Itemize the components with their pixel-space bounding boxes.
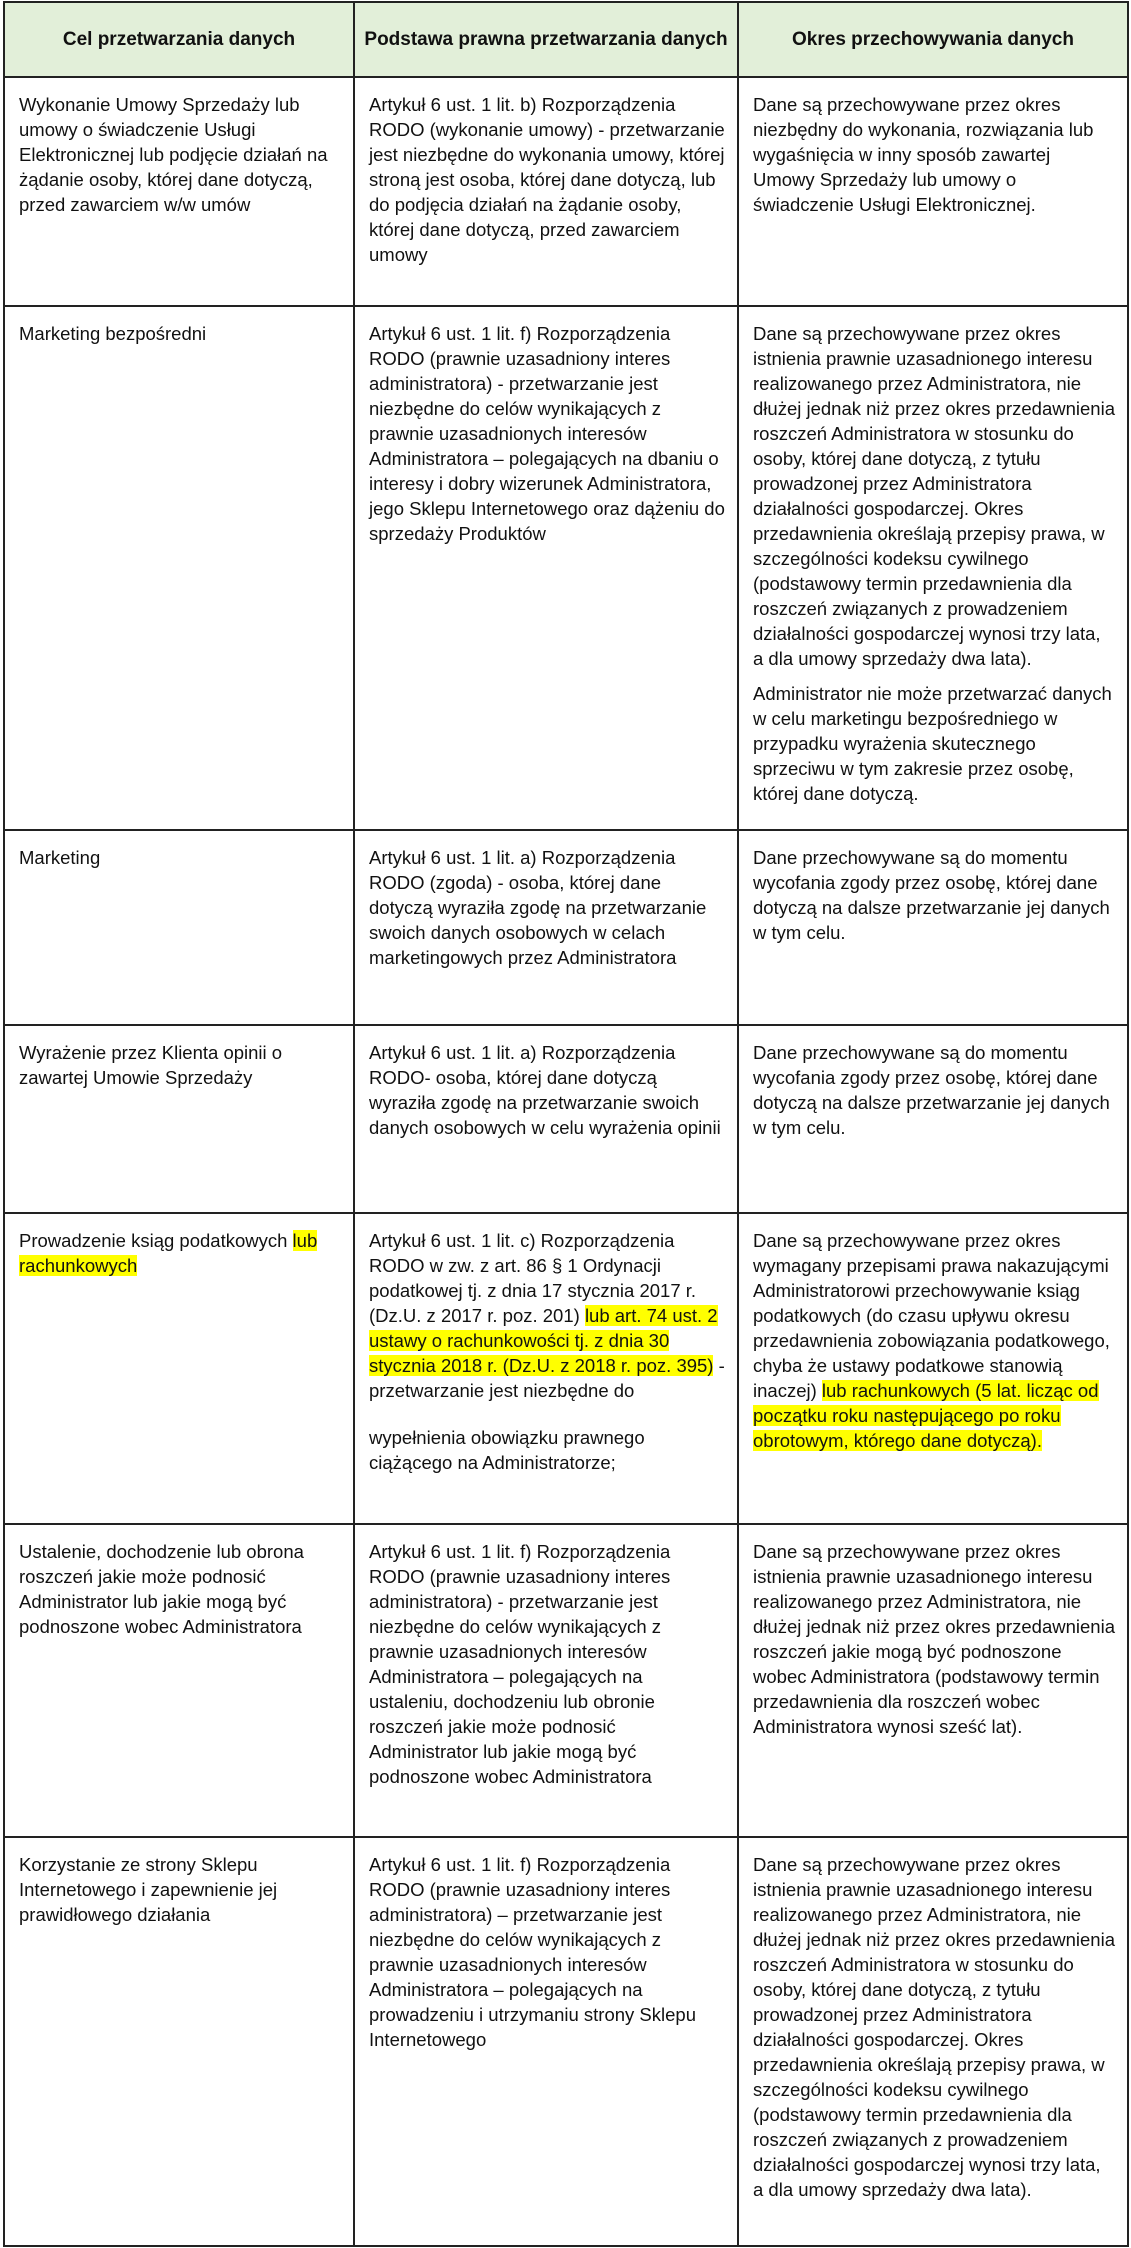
retention-objection-paragraph: Administrator nie może przetwarzać danych w celu marketingu bezpośredniego w przypadku wyrażenia skutecznego sprzeciwu w tym zakresie przez osobę, której dane dotyczą.: [753, 683, 1112, 804]
cell-retention: Dane przechowywane są do momentu wycofania zgody przez osobę, której dane dotyczą na dalsze przetwarzanie jej danych w tym celu.: [738, 830, 1128, 1025]
cell-legal-basis: Artykuł 6 ust. 1 lit. f) Rozporządzenia RODO (prawnie uzasadniony interes administratora) – przetwarzanie jest niezbędne do celów wynikających z prawnie uzasadnionych interesów Administratora – polegających na prowadzeniu i utrzymaniu strony Sklepu Internetowego: [354, 1837, 738, 2246]
highlighted-text: lub rachunkowych: [19, 1230, 318, 1276]
cell-purpose: Wyrażenie przez Klienta opinii o zawartej Umowie Sprzedaży: [4, 1025, 354, 1213]
cell-purpose: Marketing bezpośredni: [4, 306, 354, 830]
cell-retention: Dane przechowywane są do momentu wycofania zgody przez osobę, której dane dotyczą na dalsze przetwarzanie jej danych w tym celu.: [738, 1025, 1128, 1213]
cell-retention: [738, 1213, 1128, 1524]
cell-retention: Dane są przechowywane przez okres istnienia prawnie uzasadnionego interesu realizowanego przez Administratora, nie dłużej jednak niż przez okres przedawnienia roszczeń Administratora w stosunku do osoby, której dane dotyczą, z tytułu prowadzonej przez Administratora działalności gospodarczej. Okres przedawnienia określają przepisy prawa, w szczególności kodeksu cywilnego (podstawowy termin przedawnienia dla roszczeń związanych z prowadzeniem działalności gospodarczej wynosi trzy lata, a dla umowy sprzedaży dwa lata).: [738, 1837, 1128, 2246]
cell-purpose: Wykonanie Umowy Sprzedaży lub umowy o świadczenie Usługi Elektronicznej lub podjęcie działań na żądanie osoby, której dane dotyczą, przed zawarciem w/w umów: [4, 77, 354, 306]
legal-basis-continuation: - przetwarzanie jest niezbędne do: [369, 1355, 725, 1401]
cell-purpose: Korzystanie ze strony Sklepu Internetowego i zapewnienie jej prawidłowego działania: [4, 1837, 354, 2246]
cell-purpose: Marketing: [4, 830, 354, 1025]
header-purpose: Cel przetwarzania danych: [4, 2, 354, 77]
table-row: [4, 306, 1128, 830]
highlighted-text: lub rachunkowych (5 lat. licząc od początku roku następującego po roku obrotowym, którego dane dotyczą).: [753, 1380, 1099, 1451]
table-row: [4, 77, 1128, 306]
cell-legal-basis: Artykuł 6 ust. 1 lit. a) Rozporządzenia RODO (zgoda) - osoba, której dane dotyczą wyraziła zgodę na przetwarzanie swoich danych osobowych w celach marketingowych przez Administratora: [354, 830, 738, 1025]
cell-purpose: [4, 1213, 354, 1524]
table-row: [4, 1213, 1128, 1524]
cell-legal-basis: Artykuł 6 ust. 1 lit. f) Rozporządzenia RODO (prawnie uzasadniony interes administratora) - przetwarzanie jest niezbędne do celów wynikających z prawnie uzasadnionych interesów Administratora – polegających na dbaniu o interesy i dobry wizerunek Administratora, jego Sklepu Internetowego oraz dążeniu do sprzedaży Produktów: [354, 306, 738, 830]
table-header-row: [4, 2, 1128, 77]
header-retention: Okres przechowywania danych: [738, 2, 1128, 77]
retention-paragraph: Dane są przechowywane przez okres istnienia prawnie uzasadnionego interesu realizowanego przez Administratora, nie dłużej jednak niż przez okres przedawnienia roszczeń Administratora w stosunku do osoby, której dane dotyczą, z tytułu prowadzonej przez Administratora działalności gospodarczej. Okres przedawnienia określają przepisy prawa, w szczególności kodeksu cywilnego (podstawowy termin przedawnienia dla roszczeń związanych z prowadzeniem działalności gospodarczej wynosi trzy lata, a dla umowy sprzedaży dwa lata).: [753, 323, 1115, 669]
table-row: [4, 1025, 1128, 1213]
data-processing-table: [3, 1, 1129, 2247]
cell-legal-basis: Artykuł 6 ust. 1 lit. a) Rozporządzenia RODO- osoba, której dane dotyczą wyraziła zgodę na przetwarzanie swoich danych osobowych w celu wyrażenia opinii: [354, 1025, 738, 1213]
legal-basis-obligation: wypełnienia obowiązku prawnego ciążącego na Administratorze;: [369, 1427, 645, 1473]
legal-basis-text: Artykuł 6 ust. 1 lit. c) Rozporządzenia RODO w zw. z art. 86 § 1 Ordynacji podatkowej tj. z dnia 17 stycznia 2017 r. (Dz.U. z 2017 r. poz. 201): [369, 1230, 697, 1326]
cell-legal-basis: Artykuł 6 ust. 1 lit. b) Rozporządzenia RODO (wykonanie umowy) - przetwarzanie jest niezbędne do wykonania umowy, której stroną jest osoba, której dane dotyczą, lub do podjęcia działań na żądanie osoby, której dane dotyczą, przed zawarciem umowy: [354, 77, 738, 306]
table-row: [4, 1524, 1128, 1837]
cell-retention: [738, 306, 1128, 830]
highlighted-text: lub art. 74 ust. 2 ustawy o rachunkowości tj. z dnia 30 stycznia 2018 r. (Dz.U. z 2018 r. poz. 395): [369, 1305, 718, 1376]
header-legal-basis: Podstawa prawna przetwarzania danych: [354, 2, 738, 77]
table-row: [4, 830, 1128, 1025]
cell-retention: Dane są przechowywane przez okres niezbędny do wykonania, rozwiązania lub wygaśnięcia w inny sposób zawartej Umowy Sprzedaży lub umowy o świadczenie Usługi Elektronicznej.: [738, 77, 1128, 306]
cell-legal-basis: Artykuł 6 ust. 1 lit. f) Rozporządzenia RODO (prawnie uzasadniony interes administratora) - przetwarzanie jest niezbędne do celów wynikających z prawnie uzasadnionych interesów Administratora – polegających na ustaleniu, dochodzeniu lub obronie roszczeń jakie może podnosić Administrator lub jakie mogą być podnoszone wobec Administratora: [354, 1524, 738, 1837]
table-row: [4, 1837, 1128, 2246]
cell-retention: Dane są przechowywane przez okres istnienia prawnie uzasadnionego interesu realizowanego przez Administratora, nie dłużej jednak niż przez okres przedawnienia roszczeń jakie mogą być podnoszone wobec Administratora (podstawowy termin przedawnienia dla roszczeń wobec Administratora wynosi sześć lat).: [738, 1524, 1128, 1837]
cell-purpose: Ustalenie, dochodzenie lub obrona roszczeń jakie może podnosić Administrator lub jakie mogą być podnoszone wobec Administratora: [4, 1524, 354, 1837]
purpose-text: Prowadzenie ksiąg podatkowych: [19, 1230, 288, 1251]
cell-legal-basis: [354, 1213, 738, 1524]
retention-text: Dane są przechowywane przez okres wymagany przepisami prawa nakazującymi Administratorowi przechowywanie ksiąg podatkowych (do czasu upływu okresu przedawnienia zobowiązania podatkowego, chyba że ustawy podatkowe stanowią inaczej): [753, 1230, 1110, 1401]
